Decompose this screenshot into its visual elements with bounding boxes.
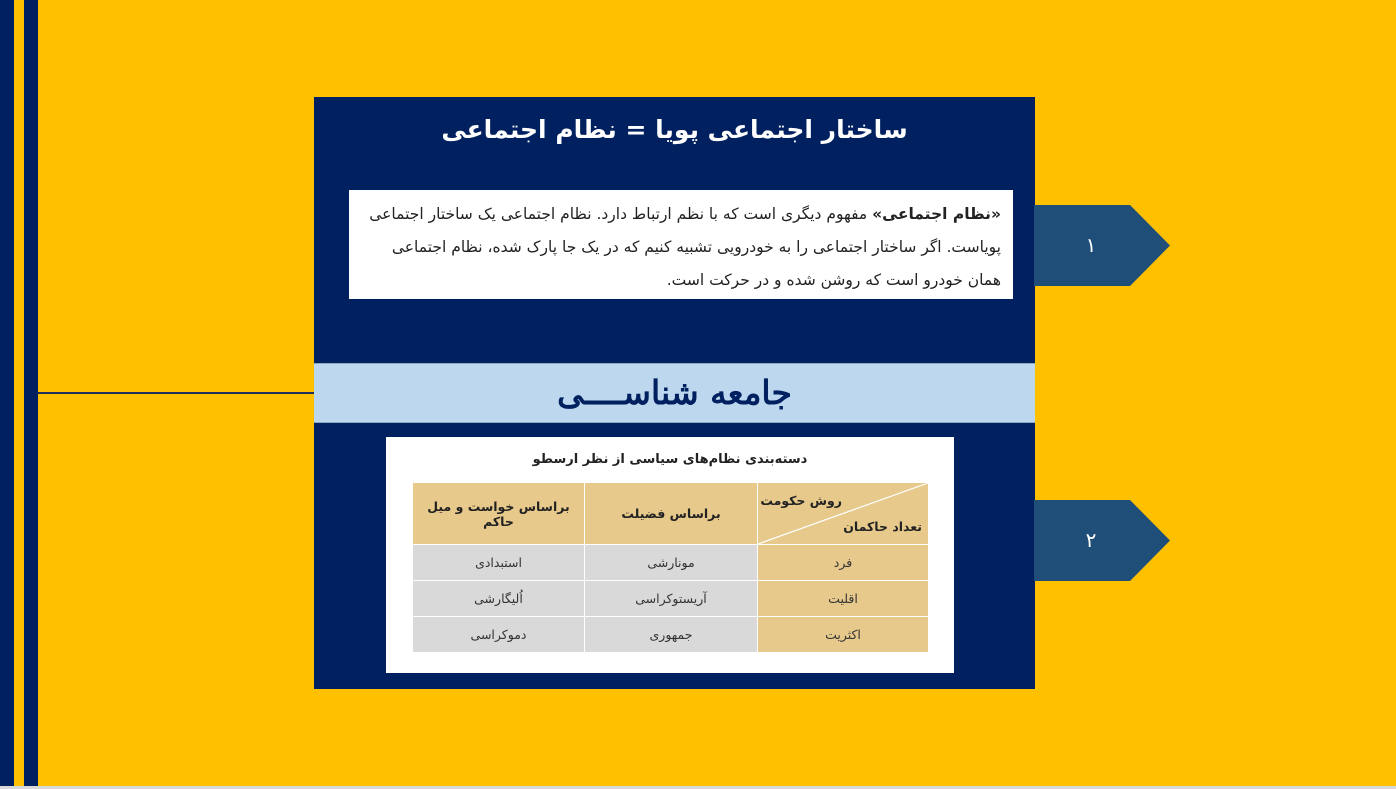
sociology-banner: جامعه شناســــی bbox=[314, 363, 1035, 423]
definition-text bbox=[349, 190, 1013, 299]
table-row bbox=[413, 545, 929, 581]
arrow-number: ۱ bbox=[1085, 233, 1097, 257]
slide-title: ساختار اجتماعی پویا = نظام اجتماعی bbox=[441, 115, 908, 144]
row-label: اقلیت bbox=[758, 581, 929, 617]
table-row bbox=[413, 617, 929, 653]
header-method-label: روش حکومت bbox=[760, 493, 842, 508]
content-panel bbox=[314, 97, 1035, 689]
header-count-label: تعداد حاکمان bbox=[843, 519, 922, 534]
table-cell: اُلیگارشی bbox=[413, 581, 585, 617]
table-header-row bbox=[413, 483, 929, 545]
pointer-arrow-2 bbox=[1034, 500, 1171, 581]
row-label: اکثریت bbox=[758, 617, 929, 653]
classification-table-card bbox=[386, 437, 954, 673]
table-caption: دسته‌بندی نظام‌های سیاسی از نظر ارسطو bbox=[532, 452, 808, 467]
definition-body: مفهوم دیگری است که با نظم ارتباط دارد. نظام اجتماعی یک ساختار اجتماعی پویاست. اگر ساختار اجتماعی را به خودرویی تشبیه کنیم که در یک جا پارک شده، نظام اجتماعی همان خودرو است که روشن شده و در حرکت است. bbox=[369, 205, 1001, 289]
table-cell: استبدادی bbox=[413, 545, 585, 581]
header-virtue: براساس فضیلت bbox=[585, 483, 758, 545]
classification-table bbox=[412, 482, 929, 653]
table-cell: دموکراسی bbox=[413, 617, 585, 653]
pointer-arrow-1 bbox=[1034, 205, 1171, 286]
arrow-number: ۲ bbox=[1085, 528, 1097, 552]
definition-term: «نظام اجتماعی» bbox=[872, 205, 1001, 223]
connector-line bbox=[38, 392, 315, 394]
left-stripe-inner bbox=[24, 0, 38, 789]
table-cell: آریستوکراسی bbox=[585, 581, 758, 617]
left-stripe bbox=[0, 0, 14, 789]
header-diagonal-cell bbox=[758, 483, 929, 545]
row-label: فرد bbox=[758, 545, 929, 581]
header-will: براساس خواست و میل حاکم bbox=[413, 483, 585, 545]
table-row bbox=[413, 581, 929, 617]
table-cell: مونارشی bbox=[585, 545, 758, 581]
table-cell: جمهوری bbox=[585, 617, 758, 653]
